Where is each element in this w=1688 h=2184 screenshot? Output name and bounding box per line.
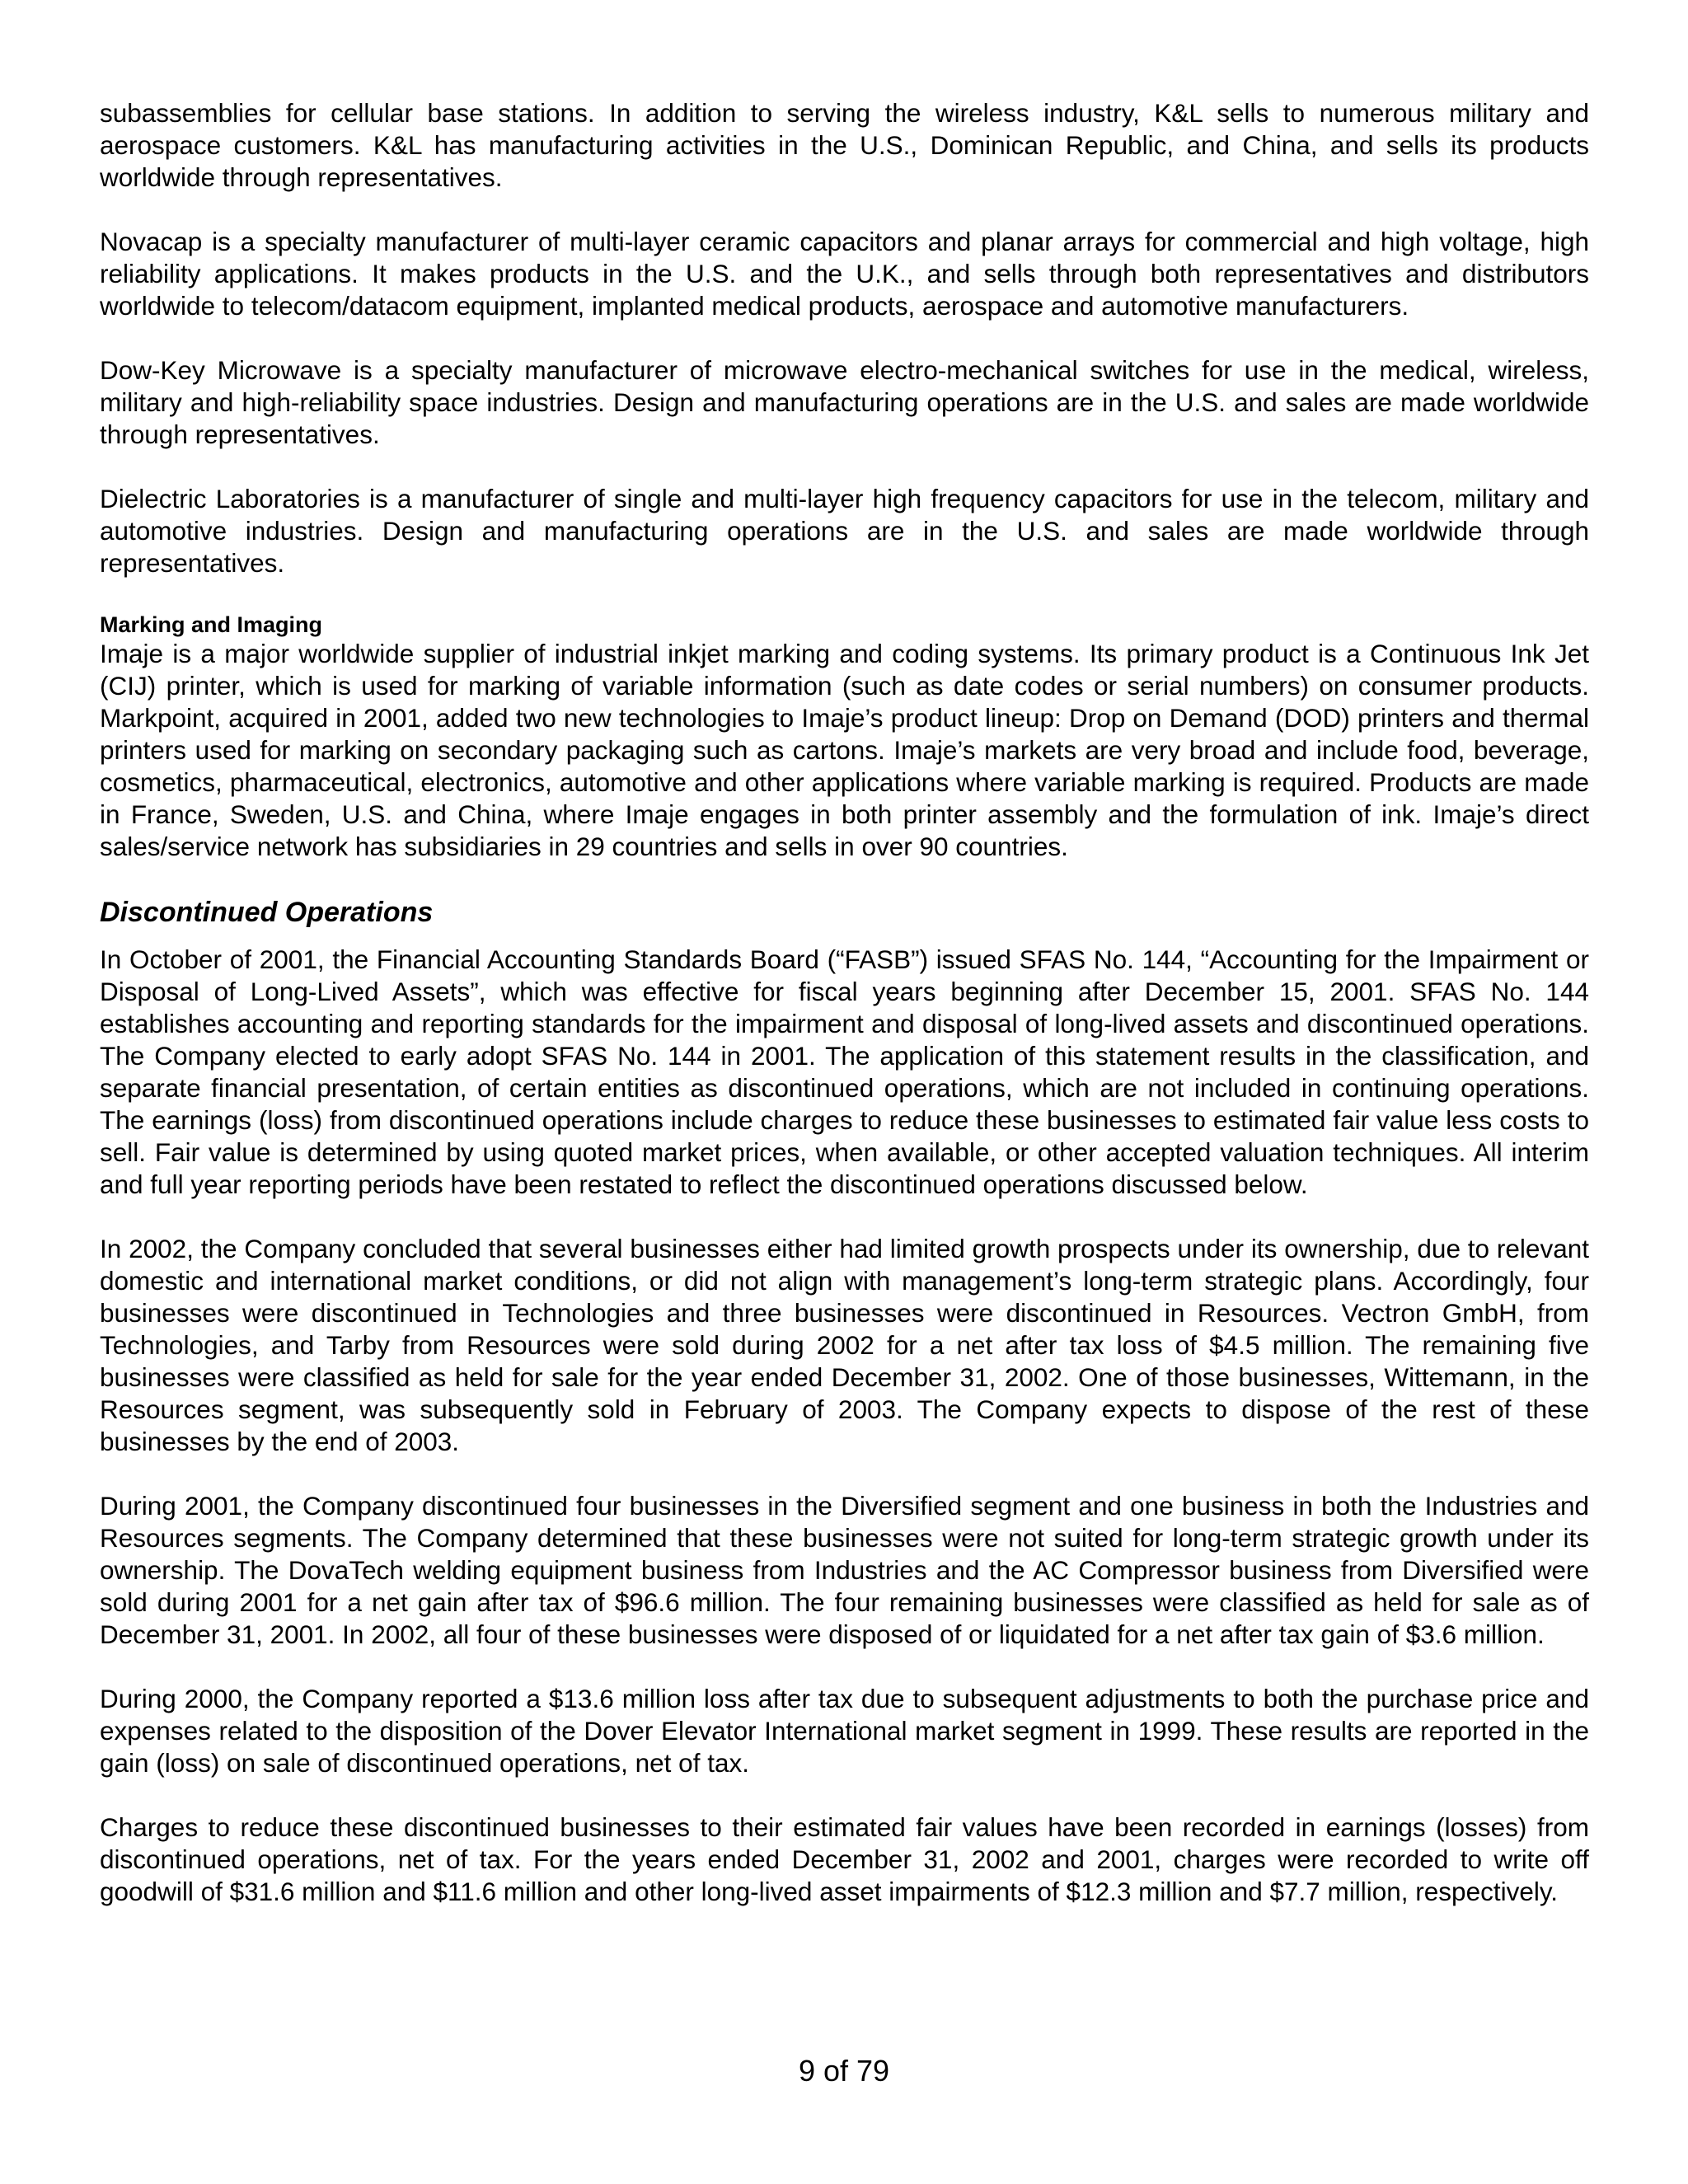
paragraph-imaje: Imaje is a major worldwide supplier of industrial inkjet marking and coding systems. Its primary product is a Continuous Ink Jet (CIJ) printer, which is used for marking of variable information (such as date codes or serial numbers) on consumer products. Markpoint, acquired in 2001, added two new technologies to Imaje’s product lineup: Drop on Demand (DOD) printers and thermal printers used for marking on secondary packaging such as cartons. Imaje’s markets are very broad and include food, beverage, cosmetics, pharmaceutical, electronics, automotive and other applications where variable marking is required. Products are made in France, Sweden, U.S. and China, where Imaje engages in both printer assembly and the formulation of ink. Imaje’s direct sales/service network has subsidiaries in 29 countries and sells in over 90 countries.: [100, 639, 1589, 861]
marking-imaging-heading: Marking and Imaging: [100, 612, 323, 637]
paragraph-2000: During 2000, the Company reported a $13.6 million loss after tax due to subsequent adjustments to both the purchase price and expenses related to the disposition of the Dover Elevator International market segment in 1999. These results are reported in the gain (loss) on sale of discontinued operations, net of tax.: [100, 1684, 1589, 1778]
paragraph-2002: In 2002, the Company concluded that several businesses either had limited growth prospects under its ownership, due to relevant domestic and international market conditions, or did not align with management’s long-term strategic plans. Accordingly, four businesses were discontinued in Technologies and three businesses were discontinued in Resources. Vectron GmbH, from Technologies, and Tarby from Resources were sold during 2002 for a net after tax loss of $4.5 million. The remaining five businesses were classified as held for sale for the year ended December 31, 2002. One of those businesses, Wittemann, in the Resources segment, was subsequently sold in February of 2003. The Company expects to dispose of the rest of these businesses by the end of 2003.: [100, 1234, 1589, 1456]
document-body: [100, 97, 1589, 1908]
paragraph-kl: subassemblies for cellular base stations. In addition to serving the wireless industry, K&L sells to numerous military and aerospace customers. K&L has manufacturing activities in the U.S., Dominican Republic, and China, and sells its products worldwide through representatives.: [100, 98, 1589, 192]
paragraph-dowkey: Dow-Key Microwave is a specialty manufacturer of microwave electro-mechanical switches for use in the medical, wireless, military and high-reliability space industries. Design and manufacturing operations are in the U.S. and sales are made worldwide through representatives.: [100, 355, 1589, 449]
discontinued-operations-heading: Discontinued Operations: [100, 897, 434, 928]
paragraph-charges: Charges to reduce these discontinued businesses to their estimated fair values have been recorded in earnings (losses) from discontinued operations, net of tax. For the years ended December 31, 2002 and 2001, charges were recorded to write off goodwill of $31.6 million and $11.6 million and other long-lived asset impairments of $12.3 million and $7.7 million, respectively.: [100, 1812, 1589, 1906]
page-number: 9 of 79: [798, 2054, 890, 2088]
paragraph-dielectric: Dielectric Laboratories is a manufacturer of single and multi-layer high frequency capacitors for use in the telecom, military and automotive industries. Design and manufacturing operations are in the U.S. and sales are made worldwide through representatives.: [100, 484, 1589, 578]
paragraph-novacap: Novacap is a specialty manufacturer of multi-layer ceramic capacitors and planar arrays for commercial and high voltage, high reliability applications. It makes products in the U.S. and the U.K., and sells through both representatives and distributors worldwide to telecom/datacom equipment, implanted medical products, aerospace and automotive manufacturers.: [100, 227, 1589, 321]
paragraph-2001: During 2001, the Company discontinued four businesses in the Diversified segment and one business in both the Industries and Resources segments. The Company determined that these businesses were not suited for long-term strategic growth under its ownership. The DovaTech welding equipment business from Industries and the AC Compressor business from Diversified were sold during 2001 for a net gain after tax of $96.6 million. The four remaining businesses were classified as held for sale as of December 31, 2001. In 2002, all four of these businesses were disposed of or liquidated for a net after tax gain of $3.6 million.: [100, 1491, 1589, 1649]
paragraph-sfas144: In October of 2001, the Financial Accounting Standards Board (“FASB”) issued SFAS No. 144, “Accounting for the Impairment or Disposal of Long-Lived Assets”, which was effective for fiscal years beginning after December 15, 2001. SFAS No. 144 establishes accounting and reporting standards for the impairment and disposal of long-lived assets and discontinued operations. The Company elected to early adopt SFAS No. 144 in 2001. The application of this statement results in the classification, and separate financial presentation, of certain entities as discontinued operations, which are not included in continuing operations. The earnings (loss) from discontinued operations include charges to reduce these businesses to estimated fair value less costs to sell. Fair value is determined by using quoted market prices, when available, or other accepted valuation techniques. All interim and full year reporting periods have been restated to reflect the discontinued operations discussed below.: [100, 944, 1589, 1199]
